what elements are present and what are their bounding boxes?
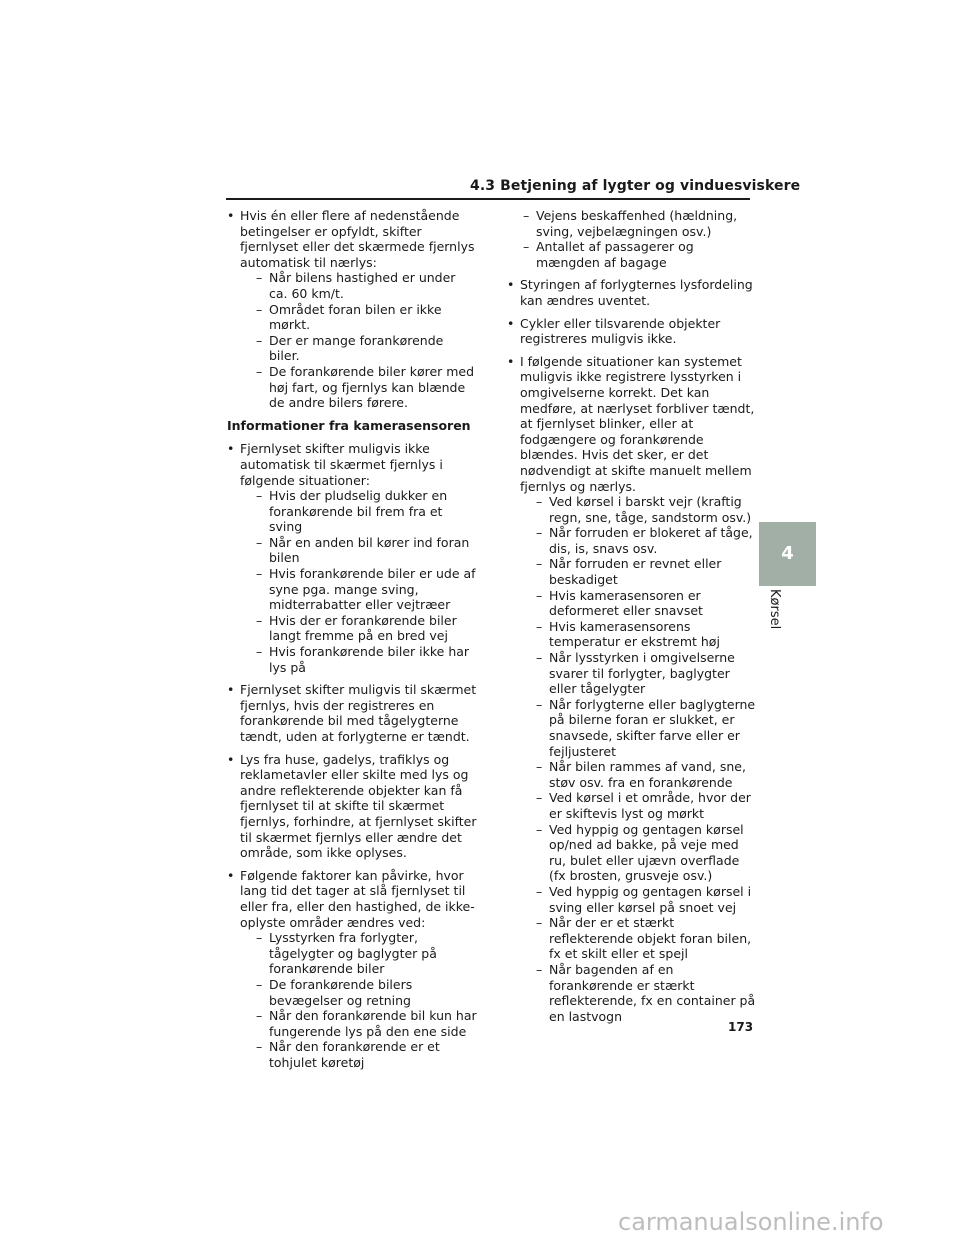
sub-item: – Ved kørsel i barskt vejr (kraftig regn, sne, tåge, sandstorm osv.) [520,494,757,525]
bullet-item [227,868,477,1071]
sub-item: – Vejens beskaffenhed (hældning, sving, vejbelægningen osv.) [507,208,757,239]
continued-list [507,208,757,270]
sub-item: – De forankørende biler kører med høj fart, og fjernlys kan blænde de andre bilers førere. [240,364,477,411]
header-rule [226,198,750,200]
sub-item: – Når den forankørende er et tohjulet køretøj [240,1039,477,1070]
sub-item: – Når forlygterne eller baglygterne på bilerne foran er slukket, er snavsede, skifter farve eller er fejljusteret [520,697,757,759]
sub-item: – Hvis der er forankørende biler langt fremme på en bred vej [240,613,477,644]
subsection-heading: Informationer fra kamerasensoren [227,417,471,433]
sub-item: – Når forruden er revnet eller beskadiget [520,556,757,587]
sub-item: – Når forruden er blokeret af tåge, dis, is, snavs osv. [520,525,757,556]
sub-item: – Når en anden bil kører ind foran bilen [240,535,477,566]
bullet-text: I følgende situationer kan systemet muligvis ikke registrere lysstyrken i omgivelserne korrekt. Det kan medføre, at nærlyset forbliver tændt, at fjernlyset blinker, eller at fodgængere og forankørende blændes. Hvis det sker, er det nødvendigt at skifte manuelt mellem fjernlys og nærlys. [520,353,755,494]
sub-item: – Hvis kamerasensorens temperatur er ekstremt høj [520,619,757,650]
sub-item: – Hvis der pludselig dukker en forankørende bil frem fra et sving [240,488,477,535]
sub-item: – Når bagenden af en forankørende er stærkt reflekterende, fx en container på en lastvogn [520,962,757,1024]
section-header: 4.3 Betjening af lygter og vinduesviskere [470,178,801,194]
bullet-item: • Fjernlyset skifter muligvis til skærmet fjernlys, hvis der registreres en forankørende bil med tågelygterne tændt, uden at forlygterne er tændt. [227,682,477,744]
bullet-item [227,441,477,675]
bullet-item [227,208,477,411]
chapter-label: Kørsel [767,589,782,630]
sub-item: – Der er mange forankørende biler. [240,333,477,364]
watermark: carmanualsonline.info [618,1208,884,1236]
right-column [507,208,757,1031]
sub-item: – Ved kørsel i et område, hvor der er skiftevis lyst og mørkt [520,790,757,821]
sub-item: – Ved hyppig og gentagen kørsel i sving eller kørsel på snoet vej [520,884,757,915]
sub-item: – Antallet af passagerer og mængden af bagage [507,239,757,270]
sub-item: – Når der er et stærkt reflekterende objekt foran bilen, fx et skilt eller et spejl [520,915,757,962]
bullet-item: • Styringen af forlygternes lysfordeling kan ændres uventet. [507,277,757,308]
sub-item: – De forankørende bilers bevægelser og retning [240,977,477,1008]
sub-item: – Hvis forankørende biler ikke har lys på [240,644,477,675]
bullet-text: Fjernlyset skifter muligvis ikke automatisk til skærmet fjernlys i følgende situationer: [240,441,443,488]
sub-item: – Lysstyrken fra forlygter, tågelygter og baglygter på forankørende biler [240,930,477,977]
sub-item: – Området foran bilen er ikke mørkt. [240,302,477,333]
sub-item: – Når bilens hastighed er under ca. 60 km/t. [240,270,477,301]
bullet-text: Hvis én eller flere af nedenstående betingelser er opfyldt, skifter fjernlyset eller det skærmede fjernlys automatisk til nærlys: [240,208,475,270]
left-column [227,208,477,1077]
bullet-item [507,354,757,1025]
sub-item: – Når lysstyrken i omgivelserne svarer til forlygter, baglygter eller tågelygter [520,650,757,697]
sub-item: – Ved hyppig og gentagen kørsel op/ned ad bakke, på veje med ru, bulet eller ujævn overflade (fx brosten, grusveje osv.) [520,822,757,884]
chapter-tab: 4 [759,522,816,586]
sub-item: – Når den forankørende bil kun har fungerende lys på den ene side [240,1008,477,1039]
sub-item: – Hvis kamerasensoren er deformeret eller snavset [520,588,757,619]
bullet-item: • Lys fra huse, gadelys, trafiklys og reklametavler eller skilte med lys og andre reflekterende objekter kan få fjernlyset til at skifte til skærmet fjernlys, forhindre, at fjernlyset skifter til skærmet fjernlys eller ændre det område, som ikke oplyses. [227,752,477,861]
bullet-text: Følgende faktorer kan påvirke, hvor lang tid det tager at slå fjernlyset til eller fra, eller den hastighed, de ikke-oplyste områder ændres ved: [240,867,475,930]
sub-item: – Når bilen rammes af vand, sne, støv osv. fra en forankørende [520,759,757,790]
page-number: 173 [728,1020,754,1034]
sub-item: – Hvis forankørende biler er ude af syne pga. mange sving, midterrabatter eller vejtræer [240,566,477,613]
bullet-item: • Cykler eller tilsvarende objekter registreres muligvis ikke. [507,316,757,347]
